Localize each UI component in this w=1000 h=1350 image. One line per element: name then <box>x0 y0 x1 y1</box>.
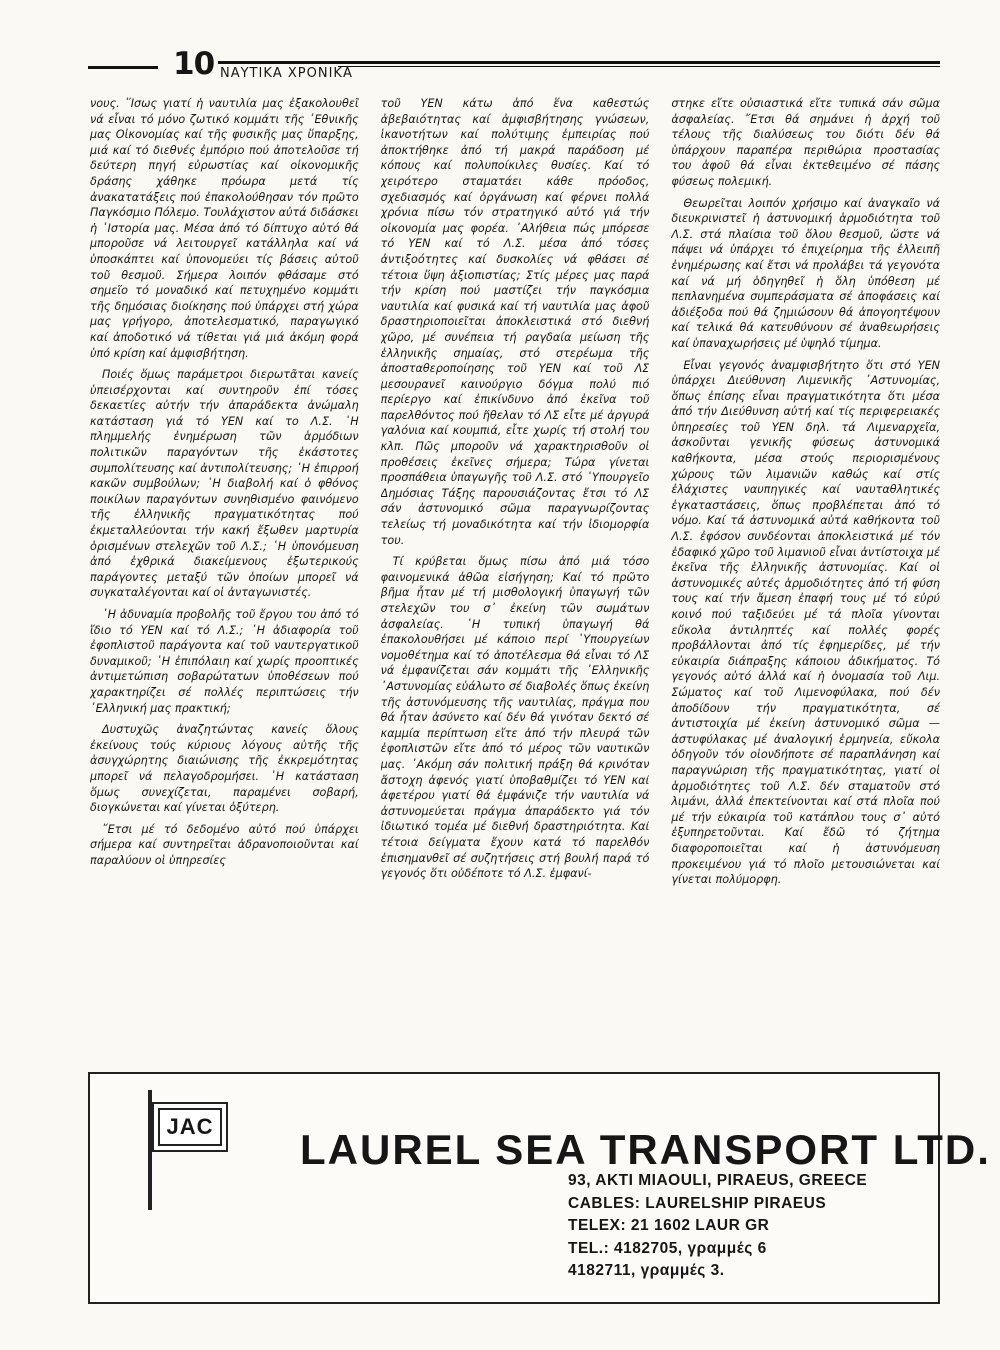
page-number: 10 <box>173 46 215 82</box>
header-rule-right <box>218 61 940 64</box>
paragraph: Ποιές ὅμως παράμετροι διερωτᾶται κανείς ὑπεισέρχονται καί συντηροῦν ἐπί τόσες δεκαετίες αὐτήν τήν ἀπαράδεκτα ἀνώμαλη κατάσταση γιά τό ΥΕΝ καί το Λ.Σ. ῾Η πλημμελής ἐνημέρωση τῶν ἁρμόδιων πολιτικῶν παραγόντων τῆς ἑκάστοτες συμπολίτευσης καί ἀντιπολίτευσης; ῾Η ἐπιρροή κακῶν συμβούλων; ῾Η διαβολή καί ὁ φθόνος ποικίλων παραγόντων συνηθισμένο φαινόμενο τῆς ἑλληνικῆς πραγματικότητας πού ἐκμεταλλεύονται τήν κακή ἔξωθεν μαρτυρία ὁρισμένων στελεχῶν τοῦ Λ.Σ.; ῾Η ὑπονόμευση ἀπό ἐχθρικά διακείμενους ἐξωτερικούς παράγοντες μεταξύ τῶν ὁποίων μπορεῖ νά συγκαταλέγονται καί οἱ ἀνταγωνιστές. <box>90 368 359 600</box>
paragraph: ῾Η ἀδυναμία προβολῆς τοῦ ἔργου του ἀπό τό ἴδιο τό ΥΕΝ καί τό Λ.Σ.; ῾Η ἀδιαφορία τοῦ ἐφοπλιστοῦ παράγοντα καί τοῦ ναυτεργατικοῦ δυναμικοῦ; ῾Η ἐπιπόλαιη καί χωρίς προοπτικές ἀντιμετώπιση σοβαρώτατων ὑποθέσεων πού χαρακτηρίζει σέ πολλές περιπτώσεις τήν ᾿Ελληνική μας πρακτική; <box>90 608 359 715</box>
paragraph: Εἶναι γεγονός ἀναμφισβήτητο ὅτι στό ΥΕΝ ὑπάρχει Διεύθυνση Λιμενικῆς ᾿Αστυνομίας, ὅπως ἐπίσης εἶναι πραγματικότητα ὅτι μέσα ἀπό τήν Διεύθυνση αὐτή καί τίς περιφερειακές ὑπηρεσίες τοῦ ΥΕΝ δηλ. τά Λιμεναρχεῖα, ἀσκοῦνται γενικῆς φύσεως ἀστυνομικά καθήκοντα, μέσα στούς περιορισμένους χώρους τῶν λιμανιῶν καθώς καί στίς ἐλάχιστες ναυπηγικές καί ναυταθλητικές ἐγκαταστάσεις, ὅπως προβλέπεται ἀπό τό νόμο. Καί τά ἀστυνομικά αὐτά καθήκοντα τοῦ Λ.Σ. ἐφόσον συνδέονται ἀποκλειστικά μέ τόν ἐδαφικό χῶρο τοῦ λιμανιοῦ εἶναι ἀντίστοιχα μέ ἐκεῖνα τῆς ἑλληνικῆς ἀστυνομίας. Καί οἱ ἀστυνομικές αὐτές ἁρμοδιότητες ἀπό τή φύση τους καί τήν ἄμεση ἐπαφή τους μέ τό εὐρύ κοινό πού ταξιδεύει μέ τά πλοῖα γίνονται εὔκολα ἀντιληπτές καί πολλές φορές προβάλλονται ἀπό τίς ἐφημερίδες, μέ τήν εὐκαιρία διάπραξης κάποιου ἀδικήματος. Τό γεγονός αὐτό ἀλλά καί ἡ ὀνομασία τοῦ Λιμ. Σώματος καί τοῦ Λιμενοφύλακα, πού δέν ἀποδίδουν τήν πραγματικότητα, σέ ἀντιστοιχία μέ ἐκείνη ἀστυνομικό σῶμα — ἀστυφύλακας μέ ἀναλογική ἑρμηνεία, εὔκολα ὁδηγοῦν τόν οἱονδήποτε σέ παραπλάνηση καί παραγνώριση τῆς πραγματικότητας, γιατί οἱ ἁρμοδιότητες τοῦ Λ.Σ. δέν σταματοῦν στό λιμάνι, ἀλλά ἐπεκτείνονται καί στά πλοῖα πού μέ τήν εὐκαιρία τοῦ κατάπλου τους σ᾽ αὐτό ἐξυπηρετοῦνται. Καί ἔδῶ τό ζήτημα διαφοροποιεῖται καί ἡ ἀστυνόμευση προκειμένου γιά τό πλοῖο μετουσιώνεται καί γίνεται πολύμορφη. <box>671 358 941 887</box>
paragraph: Θεωρεῖται λοιπόν χρήσιμο καί ἀναγκαῖο νά διευκρινιστεῖ ἡ ἀστυνομική ἁρμοδιότητα τοῦ Λ.Σ. στά πλαίσια τοῦ ὅλου θεσμοῦ, ὥστε νά πάψει νά ὑπάρχει τό ἐπιχείρημα τῆς ἐλλειπῆ ἐνημέρωσης καί ἔτσι νά προλάβει τά γεγονότα καί νά μή ὁδηγηθεῖ ἡ ὅλη ὑπόθεση μέ πεπλανημένα συμπεράσματα σέ ἀποφάσεις καί ἀδιέξοδα πού θά ζημιώσουν θά ἀπογοητέψουν καί τελικά θά κατευθύνουν σέ ἀναθεωρήσεις καί ὑπαναχωρήσεις μέ ὑψηλό τίμημα. <box>671 196 941 350</box>
article-column-3 <box>671 96 940 1056</box>
article-column-2 <box>381 96 650 1056</box>
paragraph: Τί κρύβεται ὅμως πίσω ἀπό μιά τόσο φαινομενικά ἀθῶα εἰσήγηση; Καί τό πρῶτο βῆμα ἦταν μέ τή μισθολογική ὑπαγωγή τῶν στελεχῶν του σ᾽ ἐκείνη τῶν σωμάτων ἀσφαλείας. ῾Η τυπική ὑπαγωγή θά ἐπακολουθήσει μέ κάποιο περί ῾Υπουργείων νομοθέτημα καί τό ἀποτέλεσμα θά εἶναι τό ΛΣ νά ἐμφανίζεται σάν κομμάτι τῆς ᾿Ελληνικῆς ᾿Αστυνομίας εὐάλωτο σέ διαβολές ὅπως ἐκείνη τῆς ἀστυνόμευσης τῆς ναυτιλίας, πράγμα που θά ἦταν ἀσύνετο καί δέν θά γινόταν δεκτό σέ καμμία περίπτωση εἴτε ἀπό τήν πλευρά τῶν ἐφοπλιστῶν εἴτε ἀπό τό μέρος τῶν ναυτικῶν μας. ᾿Ακόμη σάν πολιτική πράξη θά κρινόταν ἄστοχη ἀφενός γιατί ὑποβαθμίζει τό ΥΕΝ καί ἀφετέρου γιατί θά ἐμφάνιζε τήν ναυτιλία νά ἀστυνομεύεται πράγμα ἀπαράδεκτο γιά τόν ἰδιωτικό τομέα μέ διεθνή δραστηριότητα. Καί τέτοια δείγματα ἔχουν κατά τό παρελθόν ἐπισημανθεῖ σέ συζητήσεις στή βουλή παρά τό γεγονός ὅτι οὐδέποτε τό Λ.Σ. ἐμφανί- <box>380 555 650 881</box>
page-header <box>88 44 940 84</box>
cables-line: CABLES: LAURELSHIP PIRAEUS <box>568 1194 827 1212</box>
article-column-1 <box>90 96 359 1056</box>
telex-line: TELEX: 21 1602 LAUR GR <box>568 1217 770 1234</box>
paragraph: Δυστυχῶς ἀναζητώντας κανείς ὅλους ἐκείνους τούς κύριους λόγους αὐτῆς τῆς ἀσυγχώρητης διαιώνισης τῆς ἐκκρεμότητας μπορεῖ νά πελαγοδρομήσει. ῾Η κατάσταση ὅμως συνεχίζεται, παραμένει σοβαρή, διογκώνεται καί γίνεται ὀξύτερη. <box>90 723 359 815</box>
header-rule-left <box>88 66 158 69</box>
advertisement <box>88 1072 991 1304</box>
company-flag-logo <box>152 1102 228 1152</box>
telephone-line-2: 4182711, γραμμές 3. <box>568 1262 725 1279</box>
address-line: 93, AKTI MIAOULI, PIRAEUS, GREECE <box>568 1172 868 1189</box>
header-rule-thin <box>338 66 940 67</box>
paragraph: τοῦ ΥΕΝ κάτω ἀπό ἕνα καθεστώς ἀβεβαιότητας καί ἀμφισβήτησης γνώσεων, ἱκανοτήτων καί πολύτιμης ἐμπειρίας πού ἀποκτήθηκε ἀπό τή μακρά παράδοση μέ κόπους καί πολυποίκιλες θυσίες. Καί τό χειρότερο σταματάει κάθε πρόοδος, σχεδιασμός καί ὀργάνωση καί φέρνει πολλά χρόνια πίσω τόν στρατηγικό αὐτό γιά τήν οἰκονομία μας φορέα. ᾿Αλήθεια πώς μπόρεσε τό ΥΕΝ καί τό Λ.Σ. μέσα ἀπό τόσες ἀντιξοότητες καί δυσκολίες νά φθάσει σέ τέτοια ὕψη ἀξιοπιστίας; Στίς μέρες μας παρά τήν κρίση πού μαστίζει τήν παγκόσμια ναυτιλία καί φυσικά καί τή ναυτιλία μας ἀφοῦ δραστηριοποιεῖται ἀποκλειστικά στό διεθνή χῶρο, μέ συνέπεια τή ραγδαία μείωση τῆς ἑλληνικῆς σημαίας, στό στερέωμα τῆς ἀποσταθεροποίησης τοῦ ΥΕΝ καί τοῦ ΛΣ μεσουρανεῖ καινούργιο δόγμα πολύ πιό περίεργο καί ἐπικίνδυνο ἀπό ἐκεῖνα τοῦ παρελθόντος πού ἤθελαν τό ΛΣ εἶτε μέ ἀργυρά γαλόνια καί κουμπιά, εἶτε χωρίς τή στολή του κλπ. Πῶς μποροῦν νά χαρακτηρισθοῦν οἱ προθέσεις ἐκεῖνες σήμερα; Τώρα γίνεται προσπάθεια ὑπαγωγῆς τοῦ Λ.Σ. στό ῾Υπουργεῖο Δημόσιας Τάξης παρουσιάζοντας ἔτσι τό ΛΣ σάν ἀστυνομικό σῶμα παραγνωρίζοντας τελείως τή μοναδικότητα καί τήν ἰδιομορφία του. <box>380 97 650 547</box>
publication-title: ΝΑΥΤΙΚΑ ΧΡΟΝΙΚΑ <box>220 66 353 81</box>
paragraph: στηκε εἴτε οὐσιαστικά εἴτε τυπικά σάν σῶμα ἀσφαλείας. ῎Ετσι θά σημάνει ἡ ἀρχή τοῦ τέλους τῆς διαλύσεως του διότι δέν θά ὑπάρχουν παραπέρα περιθώρια προστασίας του ἀφοῦ θά εἶναι ἐκτεθειμένο σέ πάσης φύσεως πολεμική. <box>671 97 941 188</box>
company-name: LAUREL SEA TRANSPORT LTD. <box>300 1126 991 1173</box>
flag-logo-text: JAC <box>158 1108 222 1146</box>
company-contacts <box>568 1170 867 1283</box>
paragraph: νους. ῞Ισως γιατί ἡ ναυτιλία μας ἐξακολουθεῖ νά εἶναι τό μόνο ζωτικό κομμάτι τῆς ᾿Εθνικῆς μας Οἰκονομίας καί τῆς φυσικῆς μας ὕπαρξης, μιά καί τό διεθνές ἐμπόριο πού ἀποτελοῦσε τή δεύτερη πηγή εὐρωστίας καί οἰκονομικῆς δράσης χάθηκε πρόωρα μετά τίς ἀνακατατάξεις πού ἐπακολούθησαν τόν πρῶτο Παγκόσμιο Πόλεμο. Τουλάχιστον αὐτά διδάσκει ἡ ῾Ιστορία μας. Μέσα ἀπό τό δίπτυχο αὐτό θά μποροῦσε νά λειτουργεῖ κατάλληλα καί νά ὑποσκάπτει καί ὑπονομεύει τίς βάσεις αὐτοῦ τοῦ θεσμοῦ. Σήμερα λοιπόν φθάσαμε στό σημεῖο τό μοναδικό καί πετυχημένο κομμάτι τῆς δημόσιας διοίκησης πού ὑπάρχει στή χώρα μας γρήγορο, ἀποτελεσματικό, παραγωγικό καί ἀποδοτικό νά τίθεται γιά μιά ἀκόμη φορά ὑπό κρίση καί ἀμφισβήτηση. <box>90 97 359 360</box>
telephone-line: TEL.: 4182705, γραμμές 6 <box>568 1239 767 1257</box>
article-body <box>90 96 940 1056</box>
paragraph: ῎Ετσι μέ τό δεδομένο αὐτό πού ὑπάρχει σήμερα καί συντηρεῖται ἀδρανοποιοῦνται καί παραλύουν οἱ ὑπηρεσίες <box>90 822 359 867</box>
